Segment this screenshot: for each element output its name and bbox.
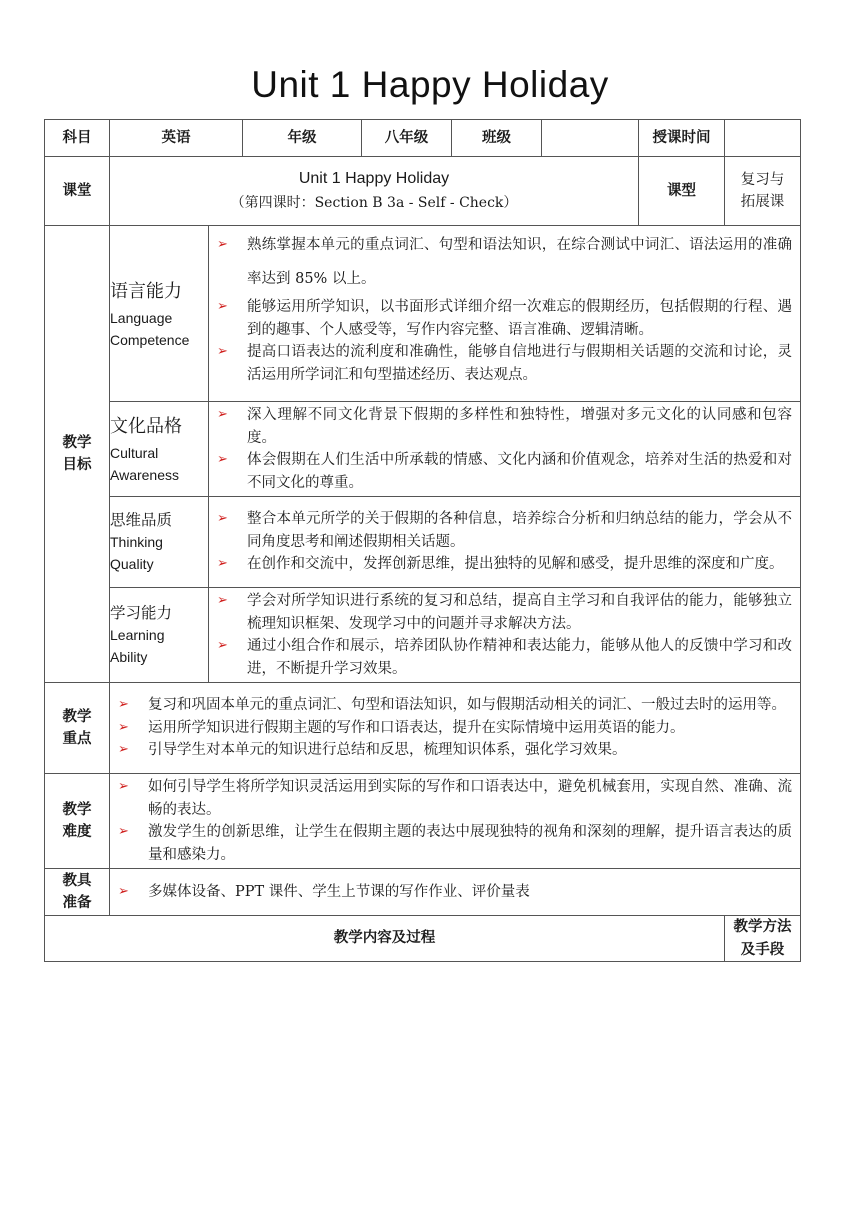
objective-cultural-zh: 文化品格 (110, 416, 182, 437)
arrow-bullet-icon: ➢ (118, 883, 129, 899)
course-type-value (725, 157, 801, 226)
arrow-bullet-icon: ➢ (118, 779, 129, 794)
objective-language-en-2: Competence (110, 331, 190, 348)
list-item (110, 881, 792, 904)
tools-label-line-1: 教具 (62, 871, 92, 889)
list-item (209, 590, 792, 635)
objective-thinking-en-2: Quality (110, 556, 154, 572)
objective-thinking-title (110, 497, 209, 588)
tools-content (110, 869, 801, 916)
list-item (209, 508, 792, 553)
objective-cultural-en-1: Cultural (110, 445, 159, 461)
objective-language-title (110, 226, 209, 402)
bullet-text: 引导学生对本单元的知识进行总结和反思，梳理知识体系，强化学习效果。 (148, 742, 627, 759)
objective-row-thinking (45, 497, 801, 588)
list-item (209, 404, 792, 449)
objective-learning-en-2: Ability (110, 649, 148, 665)
difficulties-label-line-1: 教学 (62, 800, 92, 818)
arrow-bullet-icon: ➢ (118, 719, 129, 735)
arrow-bullet-icon: ➢ (217, 593, 228, 608)
bullet-text: 运用所学知识进行假期主题的写作和口语表达，提升在实际情境中运用英语的能力。 (148, 719, 685, 736)
course-type-line-1: 复习与 (740, 171, 785, 188)
arrow-bullet-icon: ➢ (217, 638, 228, 653)
bullet-text: 熟练掌握本单元的重点词汇、句型和语法知识，在综合测试中词汇、语法运用的准确率达到 85% 以上。 (247, 237, 792, 287)
course-type-line-2: 拓展课 (740, 194, 785, 210)
bullet-text: 通过小组合作和展示，培养团队协作精神和表达能力，能够从他人的反馈中学习和改进，不断提升学习效果。 (247, 638, 792, 677)
list-item (209, 296, 792, 341)
objective-row-language (45, 226, 801, 402)
difficulties-label (45, 774, 110, 869)
objective-thinking-zh: 思维品质 (110, 511, 173, 529)
list-item (209, 449, 792, 494)
list-item (209, 635, 792, 680)
bullet-text: 如何引导学生将所学知识灵活运用到实际的写作和口语表达中，避免机械套用，实现自然、准确、流畅的表达。 (148, 779, 792, 818)
objectives-label (45, 226, 110, 683)
arrow-bullet-icon: ➢ (217, 556, 228, 572)
tools-row (45, 869, 801, 916)
process-label: 教学内容及过程 (45, 916, 725, 962)
course-info (110, 157, 639, 226)
method-label (725, 916, 801, 962)
process-header-row (45, 916, 801, 962)
tools-label (45, 869, 110, 916)
objective-row-learning (45, 588, 801, 683)
class-value (542, 120, 639, 157)
bullet-text: 复习和巩固本单元的重点词汇、句型和语法知识，如与假期活动相关的词汇、一般过去时的运用等。 (148, 697, 786, 714)
bullet-text: 能够运用所学知识，以书面形式详细介绍一次难忘的假期经历，包括假期的行程、遇到的趣事、个人感受等，写作内容完整、语言准确、逻辑清晰。 (247, 299, 792, 338)
list-item (110, 739, 792, 762)
objective-language-en-1: Language (110, 309, 173, 326)
arrow-bullet-icon: ➢ (118, 824, 129, 839)
key-points-label (45, 683, 110, 774)
method-label-line-2: 及手段 (740, 940, 785, 958)
objective-thinking-en-1: Thinking (110, 534, 163, 550)
objectives-label-line-1: 教学 (62, 433, 92, 451)
list-item (209, 228, 792, 296)
time-label: 授课时间 (639, 120, 725, 157)
arrow-bullet-icon: ➢ (217, 511, 228, 527)
list-item (110, 694, 792, 717)
bullet-text: 多媒体设备、PPT 课件、学生上节课的写作作业、评价量表 (148, 883, 530, 900)
course-name: Unit 1 Happy Holiday (298, 170, 450, 187)
header-row (45, 120, 801, 157)
objective-cultural-title (110, 402, 209, 497)
objective-language-zh: 语言能力 (110, 280, 182, 302)
bullet-text: 激发学生的创新思维，让学生在假期主题的表达中展现独特的视角和深刻的理解，提升语言表达的质量和感染力。 (148, 824, 792, 863)
objective-thinking-content (209, 497, 801, 588)
objective-learning-en-1: Learning (110, 627, 165, 643)
course-row (45, 157, 801, 226)
class-label: 班级 (452, 120, 542, 157)
objective-language-content (209, 226, 801, 402)
arrow-bullet-icon: ➢ (217, 299, 228, 314)
key-points-content (110, 683, 801, 774)
key-points-label-line-2: 重点 (62, 730, 92, 747)
list-item (110, 776, 792, 821)
grade-label: 年级 (243, 120, 362, 157)
arrow-bullet-icon: ➢ (217, 452, 228, 467)
bullet-text: 深入理解不同文化背景下假期的多样性和独特性，增强对多元文化的认同感和包容度。 (247, 407, 792, 446)
arrow-bullet-icon: ➢ (217, 237, 228, 252)
key-points-row (45, 683, 801, 774)
arrow-bullet-icon: ➢ (217, 407, 228, 422)
difficulties-content (110, 774, 801, 869)
bullet-text: 在创作和交流中，发挥创新思维，提出独特的见解和感受，提升思维的深度和广度。 (247, 556, 784, 573)
list-item (209, 553, 792, 576)
arrow-bullet-icon: ➢ (118, 742, 129, 758)
lesson-plan-table (44, 119, 801, 962)
list-item (209, 341, 792, 386)
tools-label-line-2: 准备 (62, 894, 92, 911)
bullet-text: 体会假期在人们生活中所承载的情感、文化内涵和价值观念，培养对生活的热爱和对不同文化的尊重。 (247, 452, 792, 491)
key-points-label-line-1: 教学 (62, 707, 92, 725)
grade-value: 八年级 (362, 120, 452, 157)
bullet-text: 学会对所学知识进行系统的复习和总结，提高自主学习和自我评估的能力，能够独立梳理知识框架、发现学习中的问题并寻求解决方法。 (247, 593, 792, 632)
list-item (110, 821, 792, 866)
arrow-bullet-icon: ➢ (217, 344, 228, 359)
objective-learning-title (110, 588, 209, 683)
course-label: 课堂 (45, 157, 110, 226)
lesson-info: （第四课时：Section B 3a - Self - Check） (230, 195, 518, 211)
objective-learning-zh: 学习能力 (110, 604, 173, 622)
list-item (110, 717, 792, 740)
objective-learning-content (209, 588, 801, 683)
objective-cultural-content (209, 402, 801, 497)
objectives-label-line-2: 目标 (62, 456, 92, 473)
subject-label: 科目 (45, 120, 110, 157)
subject-value: 英语 (110, 120, 243, 157)
objective-row-cultural (45, 402, 801, 497)
method-label-line-1: 教学方法 (733, 918, 792, 935)
page-title: Unit 1 Happy Holiday (251, 64, 609, 105)
bullet-text: 整合本单元所学的关于假期的各种信息，培养综合分析和归纳总结的能力，学会从不同角度思考和阐述假期相关话题。 (247, 511, 792, 550)
bullet-text: 提高口语表达的流利度和准确性，能够自信地进行与假期相关话题的交流和讨论，灵活运用所学词汇和句型描述经历、表达观点。 (247, 344, 792, 383)
difficulties-row (45, 774, 801, 869)
difficulties-label-line-2: 难度 (62, 823, 92, 840)
course-type-label: 课型 (639, 157, 725, 226)
arrow-bullet-icon: ➢ (118, 697, 129, 713)
time-value (725, 120, 801, 157)
objective-cultural-en-2: Awareness (110, 467, 180, 483)
